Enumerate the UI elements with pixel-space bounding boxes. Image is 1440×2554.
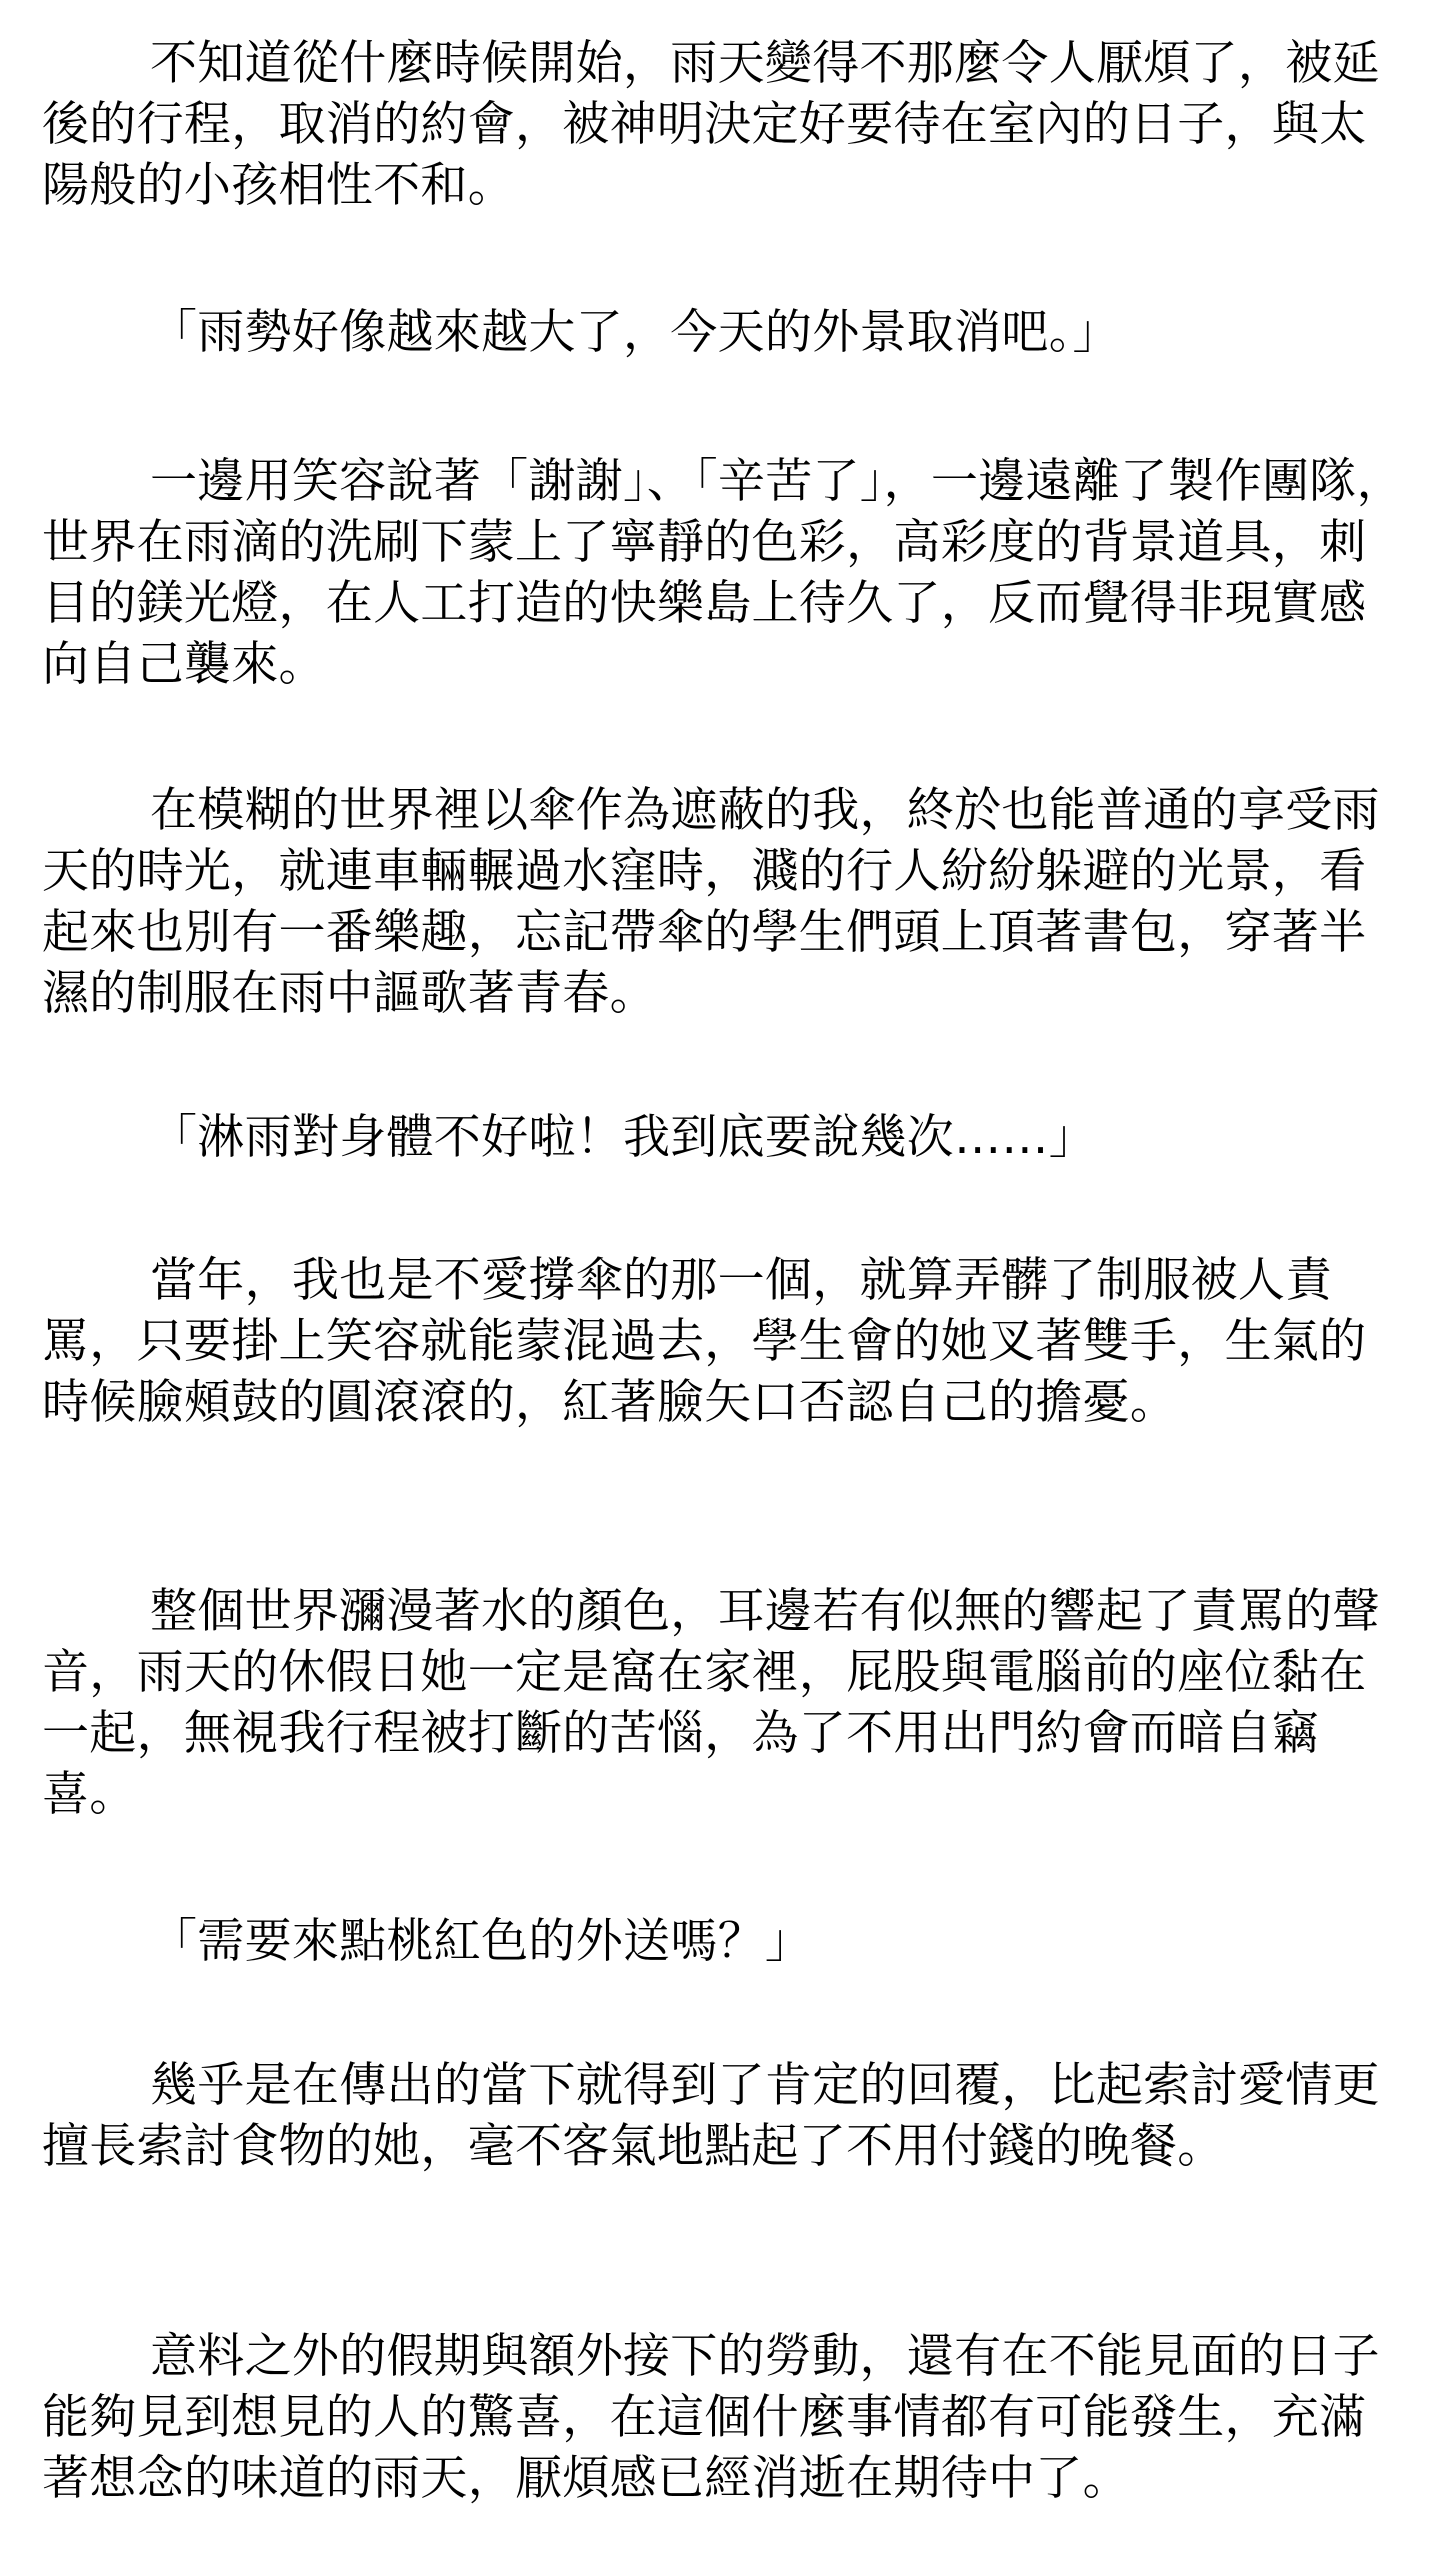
paragraph-7: 意料之外的假期與額外接下的勞動，還有在不能見面的日子能夠見到想見的人的驚喜，在這個什麼事情都有可能發生，充滿著想念的味道的雨天，厭煩感已經消逝在期待中了。 — [42, 2329, 1380, 2506]
dialogue-2: 「淋雨對身體不好啦！我到底要說幾次……」 — [150, 1110, 1096, 1165]
dialogue-1: 「雨勢好像越來越大了，今天的外景取消吧。」 — [150, 305, 1120, 360]
paragraph-1: 不知道從什麼時候開始，雨天變得不那麼令人厭煩了，被延後的行程，取消的約會，被神明決定好要待在室內的日子，與太陽般的小孩相性不和。 — [42, 36, 1380, 213]
paragraph-6: 幾乎是在傳出的當下就得到了肯定的回覆，比起索討愛情更擅長索討食物的她，毫不客氣地點起了不用付錢的晚餐。 — [42, 2058, 1380, 2174]
paragraph-4: 當年，我也是不愛撐傘的那一個，就算弄髒了制服被人責罵，只要掛上笑容就能蒙混過去，學生會的她叉著雙手，生氣的時候臉頰鼓的圓滾滾的，紅著臉矢口否認自己的擔憂。 — [42, 1253, 1367, 1430]
paragraph-3: 在模糊的世界裡以傘作為遮蔽的我，終於也能普通的享受雨天的時光，就連車輛輾過水窪時，濺的行人紛紛躲避的光景，看起來也別有一番樂趣，忘記帶傘的學生們頭上頂著書包，穿著半濕的制服在雨中謳歌著青春。 — [42, 783, 1380, 1021]
dialogue-3: 「需要來點桃紅色的外送嗎？」 — [150, 1914, 813, 1969]
paragraph-5: 整個世界瀰漫著水的顏色，耳邊若有似無的響起了責罵的聲音，雨天的休假日她一定是窩在家裡，屁股與電腦前的座位黏在一起，無視我行程被打斷的苦惱，為了不用出門約會而暗自竊喜。 — [42, 1584, 1380, 1822]
paragraph-2: 一邊用笑容說著「謝謝」、「辛苦了」，一邊遠離了製作團隊，世界在雨滴的洗刷下蒙上了寧靜的色彩，高彩度的背景道具，刺目的鎂光燈，在人工打造的快樂島上待久了，反而覺得非現實感向自己襲來。 — [42, 454, 1404, 692]
